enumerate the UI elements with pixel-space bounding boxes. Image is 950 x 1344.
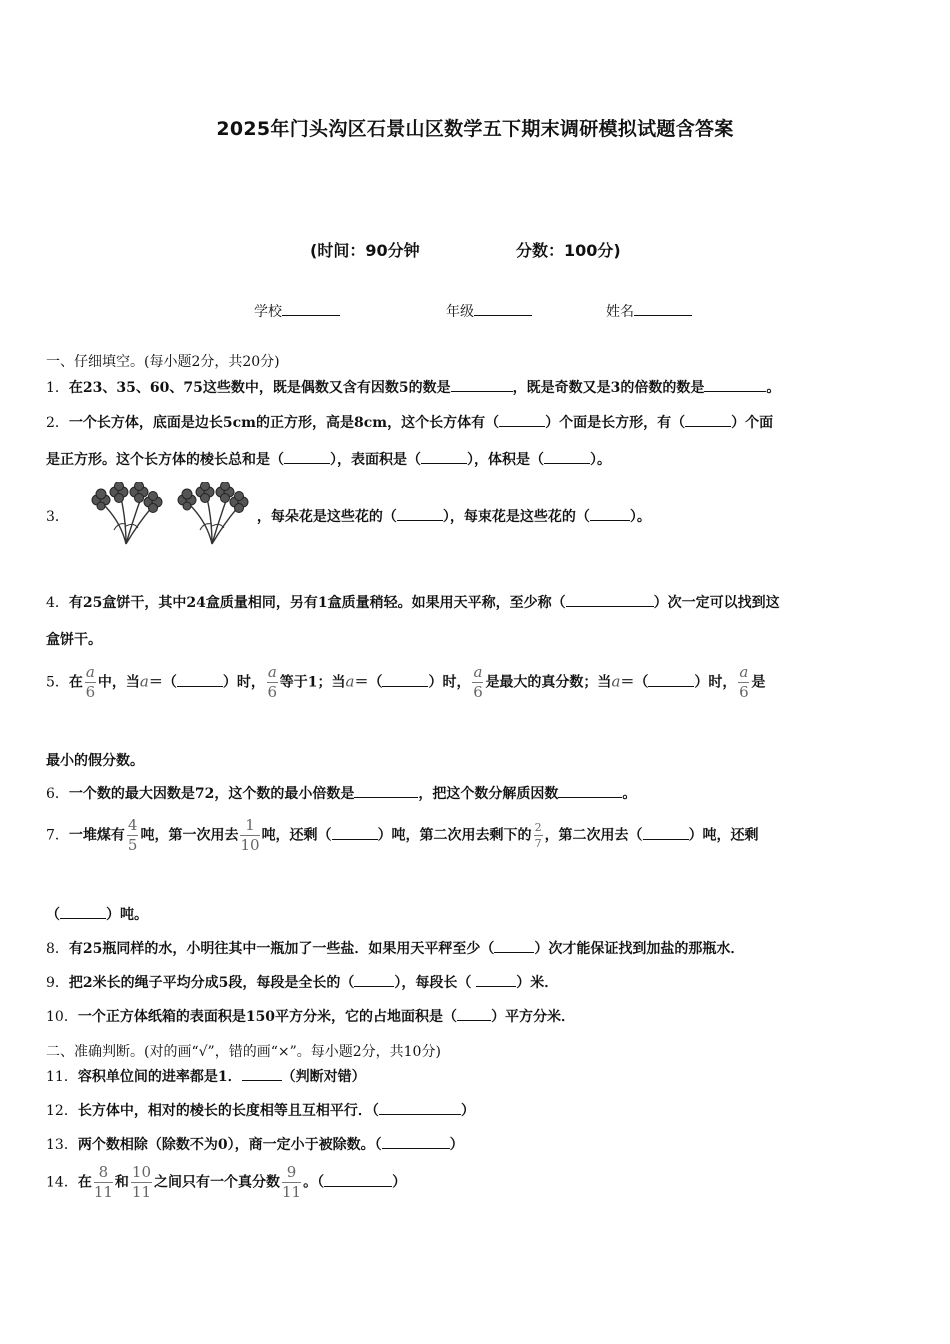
fraction-4-5	[127, 818, 139, 853]
question-text: ）吨，还剩	[688, 827, 759, 844]
answer-blank[interactable]	[379, 1101, 461, 1115]
answer-blank[interactable]	[332, 826, 378, 840]
question-text: 中，当	[97, 674, 140, 691]
answer-blank[interactable]	[685, 413, 731, 427]
numerator: 4	[127, 816, 138, 834]
answer-blank[interactable]	[242, 1067, 282, 1081]
section-2-heading: 二、准确判断。(对的画“√”，错的画“×”。每小题2分，共10分)	[46, 1044, 441, 1060]
variable-a: a	[139, 672, 149, 691]
question-text: ＝（	[620, 674, 649, 691]
question-text: 长方体中，相对的棱长的长度相等且互相平行．（	[77, 1103, 379, 1119]
question-number: 10．	[46, 1009, 78, 1025]
fraction-a-over-6	[85, 665, 96, 700]
numerator: a	[85, 663, 95, 681]
fraction-a-over-6	[267, 665, 278, 700]
answer-blank[interactable]	[590, 507, 630, 521]
question-text: ）	[449, 1137, 464, 1153]
question-10	[46, 1006, 910, 1026]
numerator: 1	[240, 818, 259, 836]
denominator: 6	[473, 683, 483, 701]
total-score: 分数：100分)	[516, 241, 621, 260]
question-text: 在	[77, 1174, 92, 1191]
fraction-10-11	[131, 1165, 152, 1200]
answer-blank[interactable]	[397, 507, 443, 521]
name-blank[interactable]	[634, 301, 692, 316]
question-text: 有25瓶同样的水，小明往其中一瓶加了一些盐．如果用天平秤至少（	[68, 941, 495, 957]
question-text: 。	[622, 786, 637, 802]
answer-blank[interactable]	[177, 673, 223, 687]
school-label: 学校	[254, 304, 282, 320]
question-9	[46, 972, 910, 992]
numerator: a	[739, 663, 749, 681]
school-blank[interactable]	[282, 301, 340, 316]
grade-label: 年级	[446, 304, 474, 320]
answer-blank[interactable]	[382, 1135, 450, 1149]
question-text: ＝（	[148, 674, 177, 691]
question-text: 。（	[303, 1174, 325, 1191]
question-text: 在	[68, 674, 83, 691]
question-text: 吨，第一次用去	[140, 827, 239, 844]
fraction-9-11	[282, 1165, 301, 1200]
question-text: ），体积是（	[467, 452, 544, 468]
answer-blank[interactable]	[324, 1173, 392, 1187]
question-text: ）个面	[731, 415, 774, 431]
question-text: ）个面是长方形，有（	[545, 415, 686, 431]
denominator: 11	[131, 1183, 152, 1201]
answer-blank[interactable]	[643, 826, 689, 840]
denominator: 7	[534, 837, 542, 850]
question-13	[46, 1134, 910, 1154]
question-text: ）时，	[222, 674, 265, 691]
question-text: 把2米长的绳子平均分成5段，每段是全长的（	[68, 975, 355, 991]
question-text: ）吨。	[106, 907, 148, 923]
question-text: ）	[392, 1174, 407, 1191]
question-number: 8．	[46, 941, 69, 957]
page-title: 2025年门头沟区石景山区数学五下期末调研模拟试题含答案	[216, 118, 734, 140]
question-number: 11．	[46, 1069, 78, 1085]
question-number: 13．	[46, 1137, 78, 1153]
answer-blank[interactable]	[558, 784, 622, 798]
question-4	[46, 592, 910, 612]
question-text: ，第二次用去（	[544, 827, 643, 844]
question-text: 一个正方体纸箱的表面积是150平方分米，它的占地面积是（	[77, 1009, 458, 1025]
denominator: 6	[85, 683, 96, 701]
denominator: 10	[240, 836, 260, 854]
question-1	[46, 377, 910, 397]
question-2	[46, 412, 910, 432]
question-text: ）。	[629, 509, 651, 525]
answer-blank[interactable]	[421, 450, 467, 464]
question-text: ）时，	[694, 674, 737, 691]
question-text: 等于1；当	[279, 674, 346, 691]
question-text: ，既是奇数又是3的倍数的数是	[512, 380, 705, 396]
question-text: 是	[751, 674, 766, 691]
question-11	[46, 1066, 910, 1086]
answer-blank[interactable]	[382, 673, 428, 687]
grade-field[interactable]	[446, 301, 532, 321]
question-text: ，把这个数分解质因数	[418, 786, 559, 802]
numerator: 2	[534, 821, 542, 834]
answer-blank[interactable]	[60, 905, 106, 919]
question-text: （判断对错）	[281, 1069, 366, 1085]
question-number: 4．	[46, 595, 69, 611]
answer-blank[interactable]	[354, 973, 394, 987]
answer-blank[interactable]	[704, 378, 766, 392]
answer-blank[interactable]	[544, 450, 590, 464]
question-text: 之间只有一个真分数	[154, 1174, 281, 1191]
question-number: 7．	[46, 827, 69, 844]
question-text: ）	[460, 1103, 475, 1119]
question-text: ），每段长（	[394, 975, 477, 991]
answer-blank[interactable]	[451, 378, 513, 392]
name-label: 姓名	[606, 304, 634, 320]
numerator: a	[267, 663, 277, 681]
question-text: ），每束花是这些花的（	[442, 509, 590, 525]
question-4-cont: 盒饼干。	[46, 632, 102, 648]
question-number: 6．	[46, 786, 69, 802]
question-14	[46, 1165, 910, 1200]
question-text: ）次才能保证找到加盐的那瓶水．	[534, 941, 745, 957]
question-text: 是最大的真分数；当	[485, 674, 612, 691]
denominator: 11	[282, 1183, 302, 1201]
question-number: 5．	[46, 674, 69, 691]
answer-blank[interactable]	[494, 939, 534, 953]
question-3	[46, 482, 910, 552]
fraction-1-10	[240, 818, 259, 853]
question-7	[46, 818, 910, 853]
question-number: 9．	[46, 975, 69, 991]
answer-blank[interactable]	[354, 784, 418, 798]
question-text: 在23、35、60、75这些数中，既是偶数又含有因数5的数是	[68, 380, 451, 396]
question-text: ）吨，第二次用去剩下的	[377, 827, 532, 844]
question-number: 3．	[46, 509, 69, 525]
denominator: 5	[127, 836, 138, 854]
question-12	[46, 1100, 910, 1120]
question-text: 一个数的最大因数是72，这个数的最小倍数是	[68, 786, 355, 802]
question-text: 和	[114, 1174, 129, 1191]
question-text: ＝（	[354, 674, 383, 691]
fraction-a-over-6	[472, 665, 483, 700]
fraction-a-over-6	[738, 665, 749, 700]
question-number: 1．	[46, 380, 69, 396]
question-2-cont	[46, 449, 910, 469]
question-text: 两个数相除（除数不为0），商一定小于被除数。（	[77, 1137, 382, 1153]
question-text: （	[46, 907, 60, 923]
answer-blank[interactable]	[476, 973, 516, 987]
question-number: 2．	[46, 415, 69, 431]
question-text: ）平方分米．	[491, 1009, 576, 1025]
question-text: ）次一定可以找到这	[653, 595, 780, 611]
answer-blank[interactable]	[566, 593, 654, 607]
question-text: ）。	[590, 452, 611, 468]
question-text: 容积单位间的进率都是1．	[77, 1069, 242, 1085]
numerator: 8	[94, 1165, 113, 1183]
answer-blank[interactable]	[648, 673, 694, 687]
grade-blank[interactable]	[474, 301, 532, 316]
denominator: 6	[739, 683, 749, 701]
question-text: 一个长方体，底面是边长5cm的正方形，高是8cm，这个长方体有（	[68, 415, 500, 431]
question-text: 。	[766, 380, 781, 396]
numerator: a	[473, 663, 483, 681]
question-number: 14．	[46, 1174, 78, 1191]
question-text: ，每朵花是这些花的（	[256, 509, 397, 525]
variable-a: a	[345, 672, 355, 691]
variable-a: a	[611, 672, 621, 691]
flower-bunches-image	[81, 482, 251, 552]
question-6	[46, 783, 910, 803]
question-text: 是正方形。这个长方体的棱长总和是（	[46, 452, 284, 468]
question-7-cont	[46, 904, 910, 924]
question-text: 一堆煤有	[68, 827, 125, 844]
question-5	[46, 665, 910, 700]
question-number: 12．	[46, 1103, 78, 1119]
fraction-2-7	[534, 822, 543, 849]
question-text: ）时，	[428, 674, 471, 691]
question-8	[46, 938, 910, 958]
answer-blank[interactable]	[284, 450, 330, 464]
numerator: 9	[282, 1165, 301, 1183]
denominator: 11	[93, 1183, 113, 1201]
question-text: ），表面积是（	[330, 452, 421, 468]
numerator: 10	[131, 1163, 152, 1181]
question-text: 吨，还剩（	[261, 827, 332, 844]
question-5-cont: 最小的假分数。	[46, 753, 144, 769]
question-text: 有25盒饼干，其中24盒质量相同，另有1盒质量稍轻。如果用天平称，至少称（	[68, 595, 566, 611]
section-1-heading: 一、仔细填空。(每小题2分，共20分)	[46, 354, 280, 370]
answer-blank[interactable]	[457, 1007, 491, 1021]
answer-blank[interactable]	[499, 413, 545, 427]
question-text: ）米．	[516, 975, 559, 991]
time-limit: (时间：90分钟	[310, 241, 420, 260]
fraction-8-11	[94, 1165, 113, 1200]
denominator: 6	[267, 683, 278, 701]
school-field[interactable]	[254, 301, 340, 321]
name-field[interactable]	[606, 301, 692, 321]
